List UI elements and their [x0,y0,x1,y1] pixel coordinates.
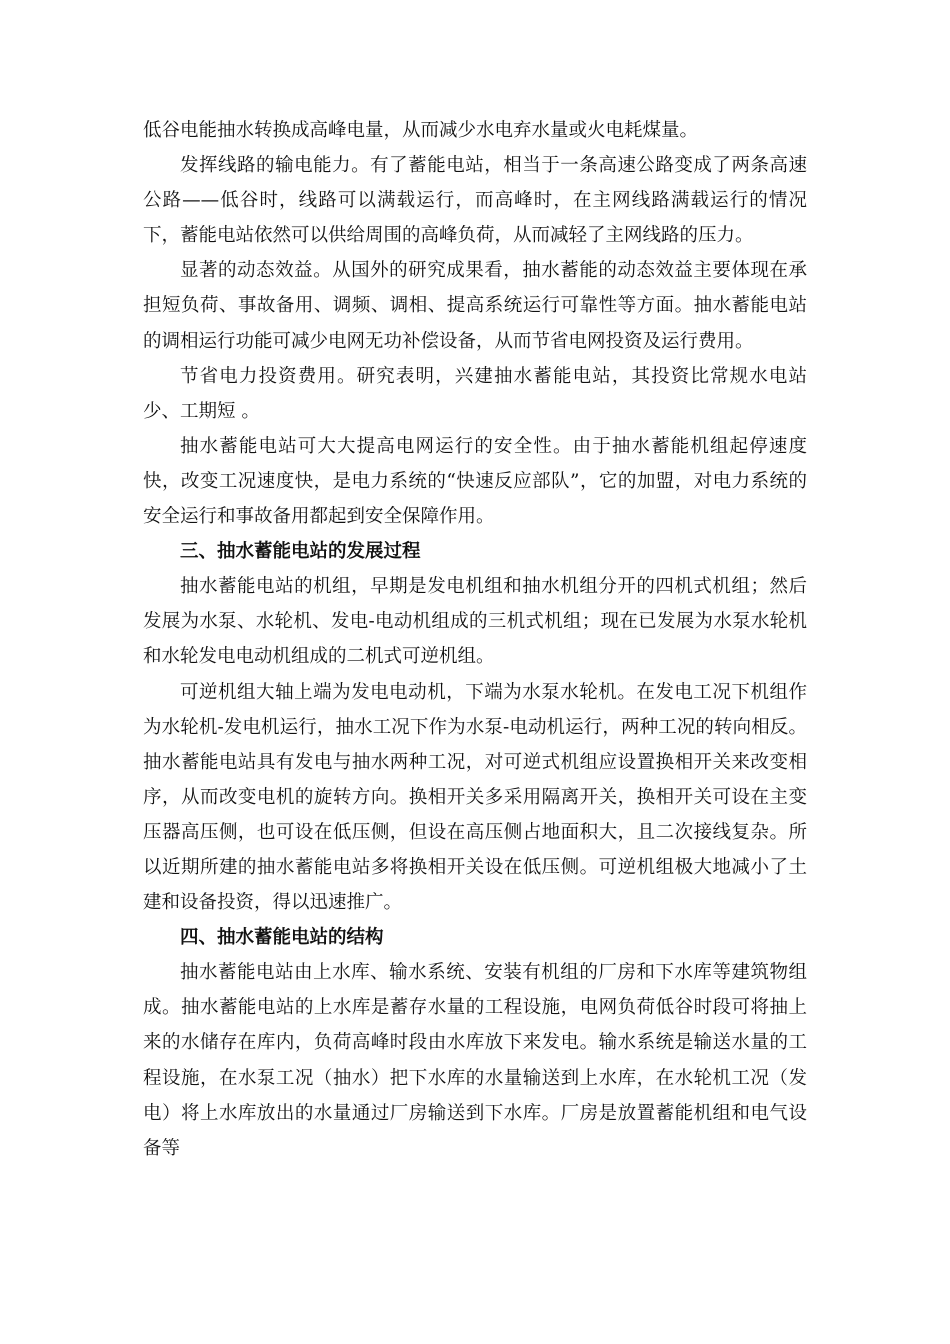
document-page [143,113,807,1166]
section-heading-structure: 四、抽水蓄能电站的结构 [180,927,384,949]
paragraph-dynamic-benefit: 显著的动态效益。从国外的研究成果看，抽水蓄能的动态效益主要体现在承担短负荷、事故备用、调频、调相、提高系统运行可靠性等方面。抽水蓄能电站的调相运行功能可减少电网无功补偿设备，从而节省电网投资及运行费用。 [143,260,807,352]
paragraph-reversible-unit: 可逆机组大轴上端为发电电动机，下端为水泵水轮机。在发电工况下机组作为水轮机-发电机运行，抽水工况下作为水泵-电动机运行，两种工况的转向相反。抽水蓄能电站具有发电与抽水两种工况，对可逆式机组应设置换相开关来改变相序，从而改变电机的旋转方向。换相开关多采用隔离开关，换相开关可设在主变压器高压侧，也可设在低压侧，但设在高压侧占地面积大，且二次接线复杂。所以近期所建的抽水蓄能电站多将换相开关设在低压侧。可逆机组极大地减小了土建和设备投资，得以迅速推广。 [143,681,807,914]
paragraph-continuation: 低谷电能抽水转换成高峰电量，从而减少水电弃水量或火电耗煤量。 [143,120,699,141]
paragraph-unit-evolution: 抽水蓄能电站的机组，早期是发电机组和抽水机组分开的四机式机组；然后发展为水泵、水轮机、发电-电动机组成的三机式机组；现在已发展为水泵水轮机和水轮发电电动机组成的二机式可逆机组。 [143,576,807,668]
paragraph-investment-saving: 节省电力投资费用。研究表明，兴建抽水蓄能电站，其投资比常规水电站少、工期短 。 [143,365,807,422]
paragraph-transmission-capacity: 发挥线路的输电能力。有了蓄能电站，相当于一条高速公路变成了两条高速公路——低谷时，线路可以满载运行，而高峰时，在主网线路满载运行的情况下，蓄能电站依然可以供给周围的高峰负荷，从而减轻了主网线路的压力。 [143,155,807,247]
paragraph-grid-safety: 抽水蓄能电站可大大提高电网运行的安全性。由于抽水蓄能机组起停速度快，改变工况速度快，是电力系统的“快速反应部队”，它的加盟，对电力系统的安全运行和事故备用都起到安全保障作用。 [143,435,807,528]
paragraph-station-structure: 抽水蓄能电站由上水库、输水系统、安装有机组的厂房和下水库等建筑物组成。抽水蓄能电站的上水库是蓄存水量的工程设施，电网负荷低谷时段可将抽上来的水储存在库内，负荷高峰时段由水库放下来发电。输水系统是输送水量的工程设施，在水泵工况（抽水）把下水库的水量输送到上水库，在水轮机工况（发电）将上水库放出的水量通过厂房输送到下水库。厂房是放置蓄能机组和电气设备等 [143,962,807,1159]
section-heading-development: 三、抽水蓄能电站的发展过程 [180,541,421,563]
